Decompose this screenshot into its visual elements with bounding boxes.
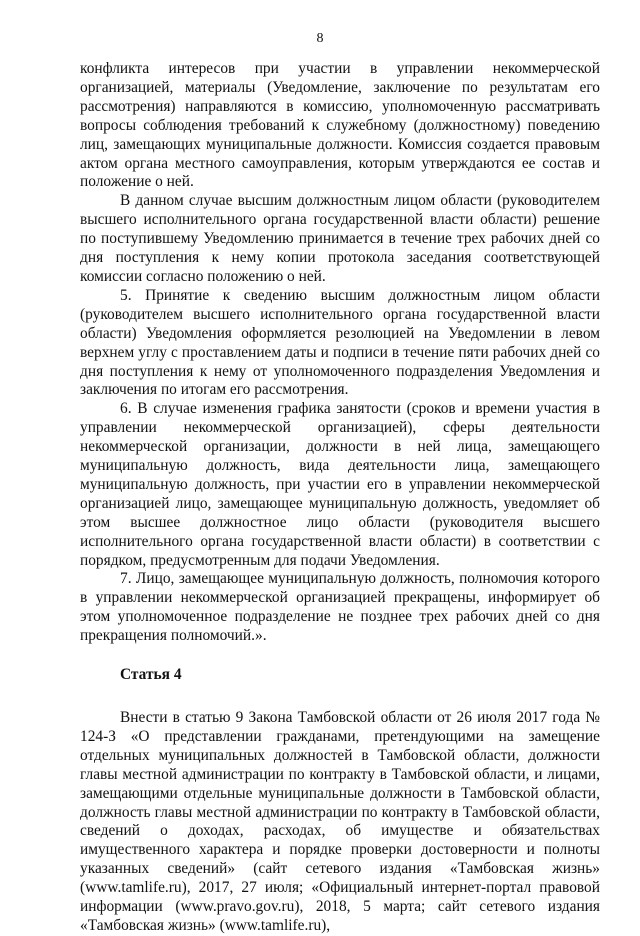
- paragraph-continuation: конфликта интересов при участии в управлении некоммерческой организацией, материалы (Уведомление, заключение по результатам его рассмотрения) направляются в комиссию, уполномоченную рассматривать вопросы соблюдения требований к служебному (должностному) поведению лиц, замещающих муниципальные должности. Комиссия создается правовым актом органа местного самоуправления, которым утверждаются ее состав и положение о ней.: [80, 60, 600, 191]
- document-body: [80, 60, 600, 936]
- paragraph-item-7: 7. Лицо, замещающее муниципальную должность, полномочия которого в управлении некоммерческой организацией прекращены, информирует об этом уполномоченное подразделение не позднее трех рабочих дней со дня прекращения полномочий.».: [80, 570, 600, 645]
- page-number: 8: [316, 31, 324, 46]
- article-text: Внести в статью 9 Закона Тамбовской области от 26 июля 2017 года № 124-З «О представлении гражданами, претендующими на замещение отдельных муниципальных должностей в Тамбовской области, должности главы местной администрации по контракту в Тамбовской области, и лицами, замещающими отдельные муниципальные должности в Тамбовской области, должность главы местной администрации по контракту в Тамбовской области, сведений о доходах, расходах, об имуществе и обязательствах имущественного характера и порядке проверки достоверности и полноты указанных сведений» (сайт сетевого издания «Тамбовская жизнь» (www.tamlife.ru), 2017, 27 июля; «Официальный интернет-портал правовой информации (www.pravo.gov.ru), 2018, 5 марта; сайт сетевого издания «Тамбовская жизнь» (www.tamlife.ru),: [80, 709, 600, 934]
- paragraph-item-6: 6. В случае изменения графика занятости (сроков и времени участия в управлении некоммерческой организацией), сферы деятельности некоммерческой организации, должности в ней лица, замещающего муниципальную должность, вида деятельности лица, замещающего муниципальную должность, при участии его в управлении некоммерческой организацией лицо, замещающее муниципальную должность, уведомляет об этом высшее должностное лицо области (руководителя высшего исполнительного органа государственной власти области) в соответствии с порядком, предусмотренным для подачи Уведомления.: [80, 400, 600, 569]
- paragraph-decision: В данном случае высшим должностным лицом области (руководителем высшего исполнительного органа государственной власти области) решение по поступившему Уведомлению принимается в течение трех рабочих дней со дня поступления к нему копии протокола заседания соответствующей комиссии согласно положению о ней.: [80, 192, 600, 285]
- paragraph-item-5: 5. Принятие к сведению высшим должностным лицом области (руководителем высшего исполнительного органа государственной власти области) Уведомления оформляется резолюцией на Уведомлении в левом верхнем углу с проставлением даты и подписи в течение пяти рабочих дней со дня поступления к нему от уполномоченного подразделения Уведомления и заключения по итогам его рассмотрения.: [80, 286, 600, 399]
- article-heading: Статья 4: [120, 666, 182, 684]
